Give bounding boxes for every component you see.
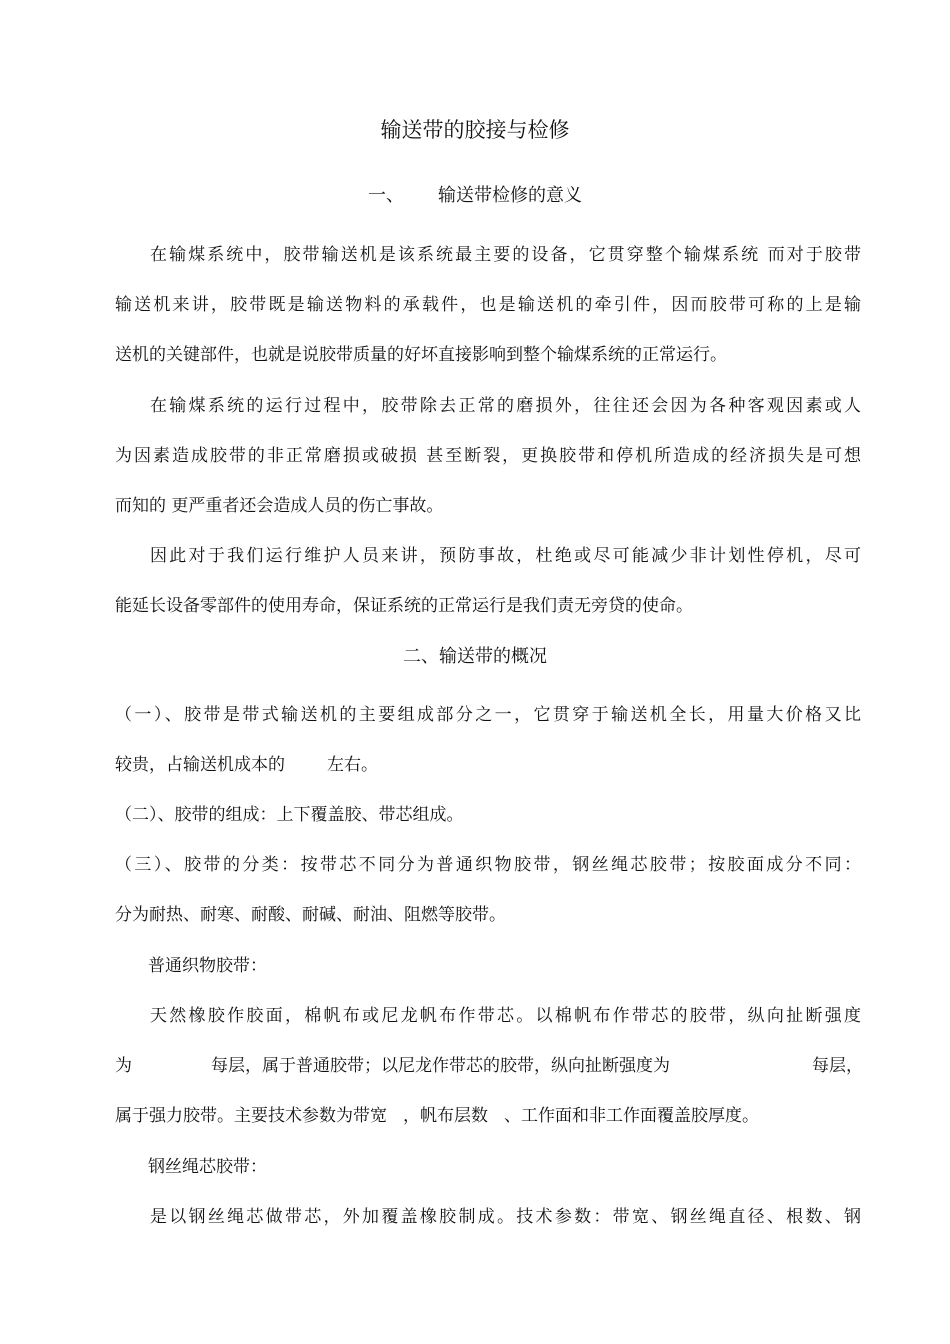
s1-para3-line2: 能延长设备零部件的使用寿命，保证系统的正常运行是我们责无旁贷的使命。	[115, 596, 693, 616]
fabric-para-line3-b: ，帆布层数	[403, 1106, 488, 1126]
fabric-belt-label: 普通织物胶带：	[148, 956, 267, 976]
fabric-para-line3-c: 、工作面和非工作面覆盖胶厚度。	[504, 1106, 759, 1126]
s2-item3-line1: （三）、胶带的分类：按带芯不同分为普通织物胶带，钢丝绳芯胶带；按胶面成分不同：	[115, 855, 861, 875]
fabric-para-line2-c: 每层，	[812, 1056, 863, 1076]
s2-item1-text-b: 左右。	[327, 755, 378, 775]
s1-para1-line2: 输送机来讲，胶带既是输送物料的承载件，也是输送机的牵引件，因而胶带可称的上是输	[115, 295, 861, 315]
fabric-para-line1: 天然橡胶作胶面，棉帆布或尼龙帆布作带芯。以棉帆布作带芯的胶带，纵向扯断强度	[150, 1006, 861, 1026]
fabric-para-line3-a: 属于强力胶带。主要技术参数为带宽	[115, 1106, 387, 1126]
s1-para1-line1: 在输煤系统中，胶带输送机是该系统最主要的设备，它贯穿整个输煤系统 而对于胶带	[150, 245, 861, 265]
section-1-heading	[0, 184, 950, 208]
steel-para-line1: 是以钢丝绳芯做带芯，外加覆盖橡胶制成。技术参数：带宽、钢丝绳直径、根数、钢	[150, 1207, 861, 1227]
s2-item1-text-a: 较贵，占输送机成本的	[115, 755, 285, 775]
steel-belt-label: 钢丝绳芯胶带：	[148, 1157, 267, 1177]
fabric-para-line2-a: 为	[115, 1056, 132, 1076]
document-title: 输送带的胶接与检修	[380, 118, 570, 142]
s1-para2-line3: 而知的 更严重者还会造成人员的伤亡事故。	[115, 496, 444, 516]
section-2-heading: 二、输送带的概况	[403, 646, 547, 667]
s1-para2-line2: 为因素造成胶带的非正常磨损或破损 甚至断裂，更换胶带和停机所造成的经济损失是可想	[115, 446, 861, 466]
fabric-para-line2-b: 每层，属于普通胶带；以尼龙作带芯的胶带，纵向扯断强度为	[211, 1056, 670, 1076]
s2-item1-line1: （一）、胶带是带式输送机的主要组成部分之一，它贯穿于输送机全长，用量大价格又比	[115, 705, 861, 725]
fabric-para-line3	[115, 1104, 950, 1128]
section-1-number: 一、	[368, 185, 404, 206]
section-1-title: 输送带检修的意义	[438, 185, 582, 206]
s2-item1-line2	[115, 753, 950, 777]
s2-item3-line2: 分为耐热、耐寒、耐酸、耐碱、耐油、阻燃等胶带。	[115, 905, 506, 925]
s1-para1-line3: 送机的关键部件，也就是说胶带质量的好坏直接影响到整个输煤系统的正常运行。	[115, 345, 727, 365]
s1-para2-line1: 在输煤系统的运行过程中，胶带除去正常的磨损外，往往还会因为各种客观因素或人	[150, 396, 861, 416]
s1-para3-line1: 因此对于我们运行维护人员来讲，预防事故，杜绝或尽可能减少非计划性停机，尽可	[150, 546, 861, 566]
s2-item2: （二）、胶带的组成：上下覆盖胶、带芯组成。	[115, 805, 464, 825]
